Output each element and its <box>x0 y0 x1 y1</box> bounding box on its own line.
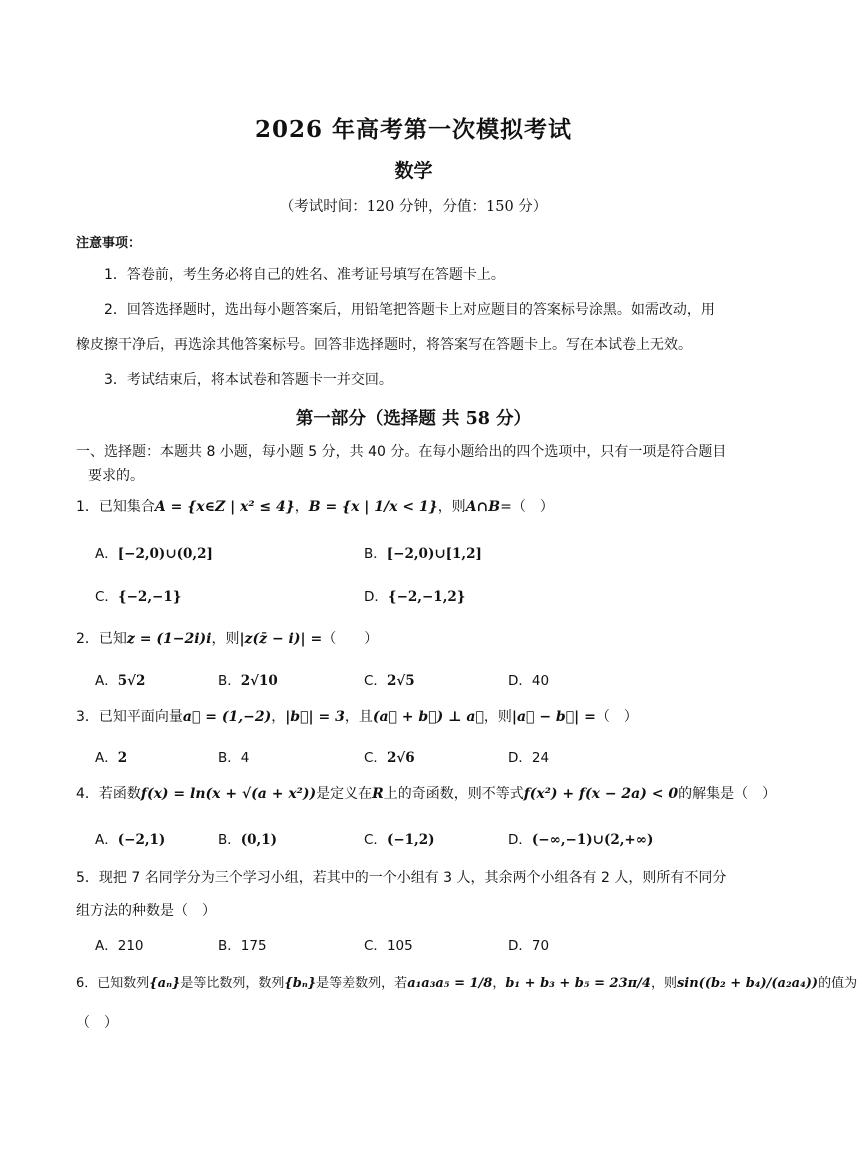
q6-cond-2: b₁ + b₃ + b₅ = 23π/4 <box>505 976 651 991</box>
section-title: 第一部分（选择题 共 58 分） <box>295 409 532 429</box>
q2-z: z = (1−2i)i <box>126 631 212 647</box>
q1-pre: 1．已知集合 <box>76 499 155 515</box>
notice-item-3: 3．考试结束后，将本试卷和答题卡一并交回。 <box>104 372 393 388</box>
q2-expr: |z(z̄ − i)| = <box>239 631 323 647</box>
q3-cond: (a⃗ + b⃗) ⊥ a⃗ <box>372 709 484 725</box>
question-5-line-2: 组方法的种数是（ ） <box>76 903 216 919</box>
notice-item-1: 1．答卷前，考生务必将自己的姓名、准考证号填写在答题卡上。 <box>104 267 505 283</box>
q4-ineq: f(x²) + f(x − 2a) < 0 <box>523 786 679 802</box>
q1-expr: A∩B <box>465 499 501 515</box>
q3-a: a⃗ = (1,−2) <box>182 709 272 725</box>
question-4-stem: 4．若函数f(x) = ln(x + √(a + x²))是定义在R上的奇函数，则不等式f(x²) + f(x − 2a) < 0的解集是（ ） <box>76 786 777 802</box>
q1-option-c: C．{−2,−1} <box>95 589 182 605</box>
q1-option-a: A．[−2,0)∪(0,2] <box>95 546 213 562</box>
q4-option-c: C．(−1,2) <box>364 832 435 848</box>
question-6-stem: 6．已知数列{aₙ}是等比数列，数列{bₙ}是等差数列，若a₁a₃a₅ = 1/8，b₁ + b₃ + b₅ = 23π/4，则sin((b₂ + b₄)/(a₂a₄))的值为 <box>76 976 857 991</box>
q3-expr: |a⃗ − b⃗| = <box>511 709 596 725</box>
q2-option-b: B．2√10 <box>218 673 278 689</box>
q5-option-b: B．175 <box>218 938 267 954</box>
q1-sep: ， <box>294 499 309 515</box>
notice-item-2-line-2: 橡皮擦干净后，再选涂其他答案标号。回答非选择题时，将答案写在答题卡上。写在本试卷上无效。 <box>76 337 692 353</box>
exam-info: （考试时间：120 分钟，分值：150 分） <box>279 199 548 215</box>
q1-set-a: A = {x∈Z | x² ≤ 4} <box>154 499 295 515</box>
q4-r: R <box>372 786 384 802</box>
q4-option-b: B．(0,1) <box>218 832 278 848</box>
notice-heading: 注意事项： <box>76 236 142 251</box>
q3-b: |b⃗| = 3 <box>285 709 345 725</box>
q2-option-a: A．5√2 <box>95 673 146 689</box>
q5-option-c: C．105 <box>364 938 413 954</box>
q2-option-d: D．40 <box>508 673 550 689</box>
q4-f: f(x) = ln(x + √(a + x²)) <box>140 786 317 802</box>
q2-option-c: C．2√5 <box>364 673 415 689</box>
exam-title: 2026 年高考第一次模拟考试 <box>254 116 573 143</box>
q3-option-d: D．24 <box>508 750 550 766</box>
q6-expr: sin((b₂ + b₄)/(a₂a₄)) <box>676 976 819 991</box>
q1-post: ，则 <box>437 499 466 515</box>
question-5-line-1: 5．现把 7 名同学分为三个学习小组，若其中的一个小组有 3 人，其余两个小组各有 2 人，则所有不同分 <box>76 870 727 886</box>
subject-title: 数学 <box>394 160 433 182</box>
q1-option-d: D．{−2,−1,2} <box>364 589 466 605</box>
q4-option-a: A．(−2,1) <box>95 832 166 848</box>
question-3-stem: 3．已知平面向量a⃗ = (1,−2)，|b⃗| = 3，且(a⃗ + b⃗) ⊥ a⃗，则|a⃗ − b⃗| =（ ） <box>76 709 638 725</box>
section-intro-line-2: 要求的。 <box>88 468 144 484</box>
q3-option-a: A．2 <box>95 750 128 766</box>
q6-an: {aₙ} <box>149 976 181 991</box>
question-6-line-2: （ ） <box>76 1015 118 1031</box>
q4-option-d: D．(−∞,−1)∪(2,+∞) <box>508 832 654 848</box>
q3-option-c: C．2√6 <box>364 750 415 766</box>
q5-option-d: D．70 <box>508 938 550 954</box>
q5-option-a: A．210 <box>95 938 144 954</box>
section-intro-line-1: 一、选择题：本题共 8 小题，每小题 5 分，共 40 分。在每小题给出的四个选项中，只有一项是符合题目 <box>76 444 727 460</box>
q1-tail: =（ ） <box>500 499 554 515</box>
q6-bn: {bₙ} <box>284 976 317 991</box>
question-1-stem <box>76 496 554 516</box>
q1-set-b: B = {x | 1/x < 1} <box>308 499 438 515</box>
q3-option-b: B．4 <box>218 750 250 766</box>
q1-option-b: B．[−2,0)∪[1,2] <box>364 546 482 562</box>
q6-cond-1: a₁a₃a₅ = 1/8 <box>407 976 493 991</box>
question-2-stem: 2．已知z = (1−2i)i，则|z(z̄ − i)| =（ ） <box>76 631 379 647</box>
notice-item-2-line-1: 2．回答选择题时，选出每小题答案后，用铅笔把答题卡上对应题目的答案标号涂黑。如需改动，用 <box>104 302 715 318</box>
